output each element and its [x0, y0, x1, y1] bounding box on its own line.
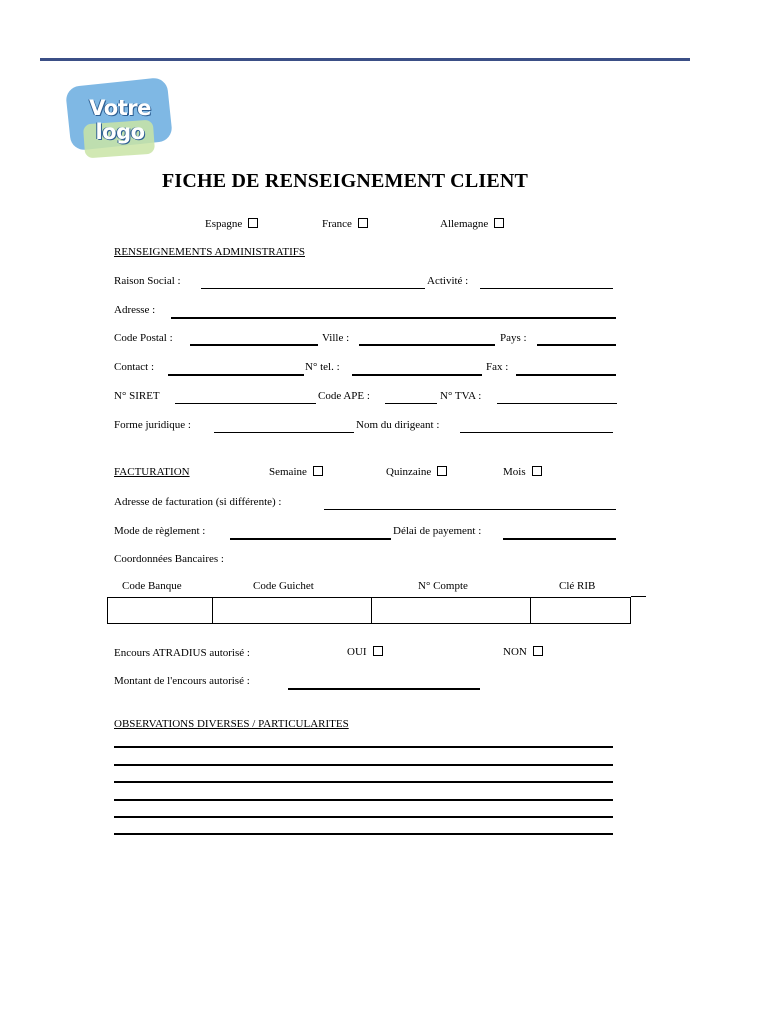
mode-reglement-field[interactable]: [230, 538, 391, 540]
encours-label: Encours ATRADIUS autorisé :: [114, 647, 250, 659]
contact-field[interactable]: [168, 374, 304, 376]
checkbox-mois[interactable]: [532, 466, 542, 476]
country-option-allemagne[interactable]: [440, 218, 504, 230]
delai-paiement-field[interactable]: [503, 538, 616, 540]
montant-encours-label: Montant de l'encours autorisé :: [114, 675, 250, 687]
code-guichet-cell[interactable]: [213, 597, 372, 624]
adresse-facturation-label: Adresse de facturation (si différente) :: [114, 496, 282, 508]
non-label: NON: [503, 646, 527, 658]
fax-field[interactable]: [516, 374, 616, 376]
period-option-quinzaine[interactable]: [386, 466, 447, 478]
mode-reglement-label: Mode de règlement :: [114, 525, 206, 537]
oui-label: OUI: [347, 646, 367, 658]
forme-juridique-label: Forme juridique :: [114, 419, 191, 431]
ville-field[interactable]: [359, 344, 495, 346]
company-logo: [64, 76, 176, 160]
tva-label: N° TVA :: [440, 390, 482, 402]
raison-social-field[interactable]: [201, 288, 425, 289]
period-label: Quinzaine: [386, 466, 432, 478]
checkbox-espagne[interactable]: [248, 218, 258, 228]
tel-label: N° tel. :: [305, 361, 340, 373]
code-postal-label: Code Postal :: [114, 332, 173, 344]
nom-dirigeant-label: Nom du dirigeant :: [356, 419, 440, 431]
siret-label: N° SIRET: [114, 390, 160, 402]
activite-field[interactable]: [480, 288, 613, 289]
facturation-heading: FACTURATION: [114, 466, 190, 478]
forme-juridique-field[interactable]: [214, 432, 354, 433]
period-label: Mois: [503, 466, 526, 478]
country-label: France: [322, 218, 352, 230]
coordonnees-label: Coordonnées Bancaires :: [114, 553, 224, 565]
checkbox-oui[interactable]: [373, 646, 383, 656]
checkbox-non[interactable]: [533, 646, 543, 656]
form-title: FICHE DE RENSEIGNEMENT CLIENT: [162, 170, 529, 192]
admin-heading: RENSEIGNEMENTS ADMINISTRATIFS: [114, 246, 305, 258]
code-postal-field[interactable]: [190, 344, 318, 346]
country-option-france[interactable]: [322, 218, 368, 230]
period-option-semaine[interactable]: [269, 466, 323, 478]
numero-compte-cell[interactable]: [372, 597, 531, 624]
montant-encours-field[interactable]: [288, 688, 480, 690]
adresse-field[interactable]: [171, 317, 616, 319]
top-rule: [40, 58, 690, 61]
adresse-label: Adresse :: [114, 304, 156, 316]
nom-dirigeant-field[interactable]: [460, 432, 613, 433]
country-label: Espagne: [205, 218, 243, 230]
checkbox-allemagne[interactable]: [494, 218, 504, 228]
tel-field[interactable]: [352, 374, 482, 376]
ville-label: Ville :: [322, 332, 350, 344]
checkbox-semaine[interactable]: [313, 466, 323, 476]
country-label: Allemagne: [440, 218, 489, 230]
delai-paiement-label: Délai de payement :: [393, 525, 482, 537]
cle-rib-cell[interactable]: [531, 597, 631, 624]
code-ape-label: Code APE :: [318, 390, 370, 402]
period-option-mois[interactable]: [503, 466, 542, 478]
checkbox-france[interactable]: [358, 218, 368, 228]
code-banque-cell[interactable]: [107, 597, 213, 624]
logo-text: Votre logo: [89, 96, 151, 144]
observations-heading: OBSERVATIONS DIVERSES / PARTICULARITES: [114, 718, 349, 730]
country-option-espagne[interactable]: [205, 218, 258, 230]
bank-col-numero-compte: N° Compte: [418, 580, 468, 592]
bank-col-cle-rib: Clé RIB: [559, 580, 596, 592]
activite-label: Activité :: [427, 275, 469, 287]
checkbox-quinzaine[interactable]: [437, 466, 447, 476]
table-edge-stub: [631, 596, 646, 597]
bank-col-code-guichet: Code Guichet: [253, 580, 314, 592]
encours-option-non[interactable]: [503, 646, 543, 658]
adresse-facturation-field[interactable]: [324, 509, 616, 510]
code-ape-field[interactable]: [385, 403, 437, 404]
siret-field[interactable]: [175, 403, 316, 404]
pays-label: Pays :: [500, 332, 527, 344]
fax-label: Fax :: [486, 361, 509, 373]
observation-line-3[interactable]: [114, 781, 613, 783]
pays-field[interactable]: [537, 344, 616, 346]
period-label: Semaine: [269, 466, 307, 478]
observation-line-4[interactable]: [114, 799, 613, 801]
observation-line-5[interactable]: [114, 816, 613, 818]
observation-line-2[interactable]: [114, 764, 613, 766]
encours-option-oui[interactable]: [347, 646, 383, 658]
observation-line-1[interactable]: [114, 746, 613, 748]
bank-col-code-banque: Code Banque: [122, 580, 182, 592]
contact-label: Contact :: [114, 361, 155, 373]
raison-social-label: Raison Social :: [114, 275, 181, 287]
observation-line-6[interactable]: [114, 833, 613, 835]
tva-field[interactable]: [497, 403, 617, 404]
